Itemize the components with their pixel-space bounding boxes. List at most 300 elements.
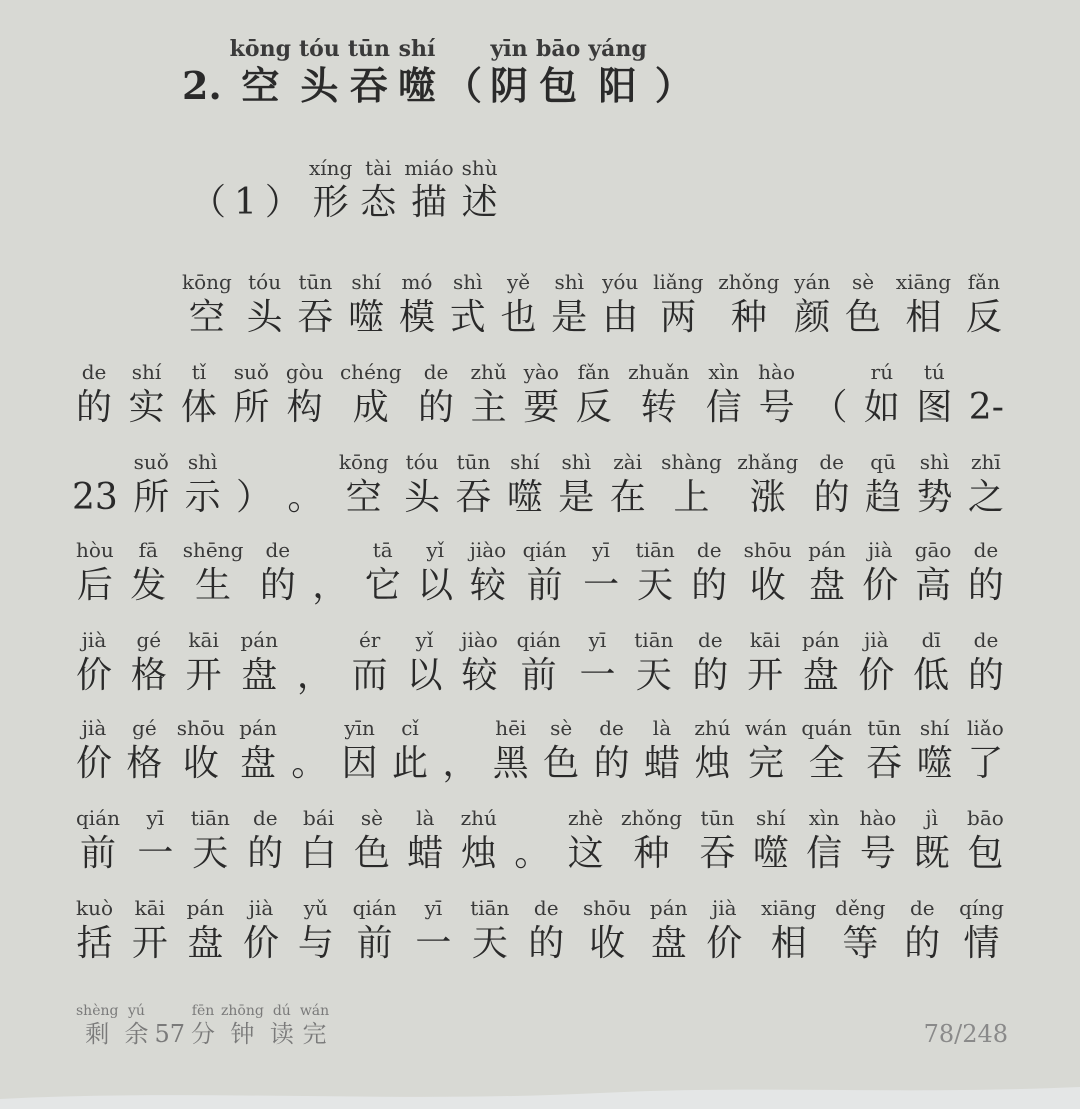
ruby-glyph	[286, 362, 324, 426]
pinyin: shōu	[743, 538, 792, 562]
hanzi: 一	[579, 655, 616, 696]
ruby-glyph	[450, 272, 486, 336]
hanzi: 价	[76, 655, 113, 696]
hanzi: 格	[130, 655, 167, 696]
hanzi: 天	[637, 565, 674, 606]
hanzi: 前	[80, 833, 117, 874]
hanzi: 之	[967, 477, 1004, 518]
pinyin: qián	[76, 806, 121, 830]
hanzi: 吞	[866, 743, 903, 784]
ruby-glyph	[835, 898, 885, 962]
body-line	[76, 630, 1004, 694]
hanzi: 成	[352, 387, 389, 428]
pinyin: de	[696, 538, 722, 562]
pinyin: tài	[365, 156, 392, 180]
ruby-glyph	[72, 452, 118, 516]
ruby-glyph	[239, 718, 277, 782]
pinyin: zhè	[568, 806, 604, 830]
ruby-glyph	[650, 898, 688, 962]
ruby-glyph	[298, 898, 334, 962]
hanzi: 相	[905, 297, 942, 338]
hanzi: 空	[345, 477, 382, 518]
ruby-glyph	[699, 808, 735, 872]
hanzi: 趋	[865, 477, 902, 518]
hanzi: 钟	[230, 1020, 255, 1048]
ruby-glyph	[470, 362, 506, 426]
pinyin: gòu	[285, 360, 324, 384]
ruby-glyph	[182, 272, 232, 336]
pinyin: shēng	[182, 538, 244, 562]
hanzi: 的	[76, 387, 113, 428]
hanzi: 57	[154, 1020, 186, 1048]
pinyin: rú	[870, 360, 894, 384]
pinyin: yǐ	[426, 538, 445, 562]
ruby-glyph	[181, 362, 217, 426]
ruby-glyph	[130, 540, 166, 604]
hanzi: 而	[351, 655, 388, 696]
ruby-glyph	[858, 630, 894, 694]
hanzi: 阳	[598, 63, 637, 108]
hanzi: 头	[300, 63, 339, 108]
ruby-glyph	[507, 452, 543, 516]
pinyin: tūn	[298, 270, 333, 294]
pinyin: zhǎng	[737, 450, 799, 474]
hanzi: 涨	[749, 477, 786, 518]
ruby-glyph	[352, 630, 388, 694]
hanzi: 了	[967, 743, 1004, 784]
pinyin: kuò	[76, 896, 114, 920]
ruby-glyph	[233, 362, 269, 426]
pinyin: jià	[712, 896, 737, 920]
hanzi: 它	[364, 565, 401, 606]
pinyin: děng	[835, 896, 886, 920]
hanzi: 述	[461, 182, 498, 223]
ruby-glyph	[404, 158, 453, 221]
pinyin: tiān	[190, 806, 230, 830]
hanzi: 在	[609, 477, 646, 518]
hanzi: 盘	[650, 923, 687, 964]
ruby-glyph	[808, 540, 846, 604]
hanzi: 图	[916, 387, 953, 428]
hanzi: 前	[526, 565, 563, 606]
ruby-glyph	[354, 808, 390, 872]
hanzi: 噬	[916, 743, 953, 784]
pinyin: dī	[921, 628, 941, 652]
pinyin: de	[533, 896, 559, 920]
hanzi: 此	[392, 743, 429, 784]
hanzi: 收	[749, 565, 786, 606]
pinyin: yú	[128, 1003, 145, 1019]
ruby-glyph	[298, 36, 340, 108]
pinyin: yī	[146, 806, 165, 830]
hanzi: 蜡	[407, 833, 444, 874]
hanzi: 噬	[397, 63, 436, 108]
pinyin: pán	[801, 628, 840, 652]
ruby-glyph	[644, 718, 680, 782]
hanzi: 噬	[752, 833, 789, 874]
pinyin: zhōng	[221, 1003, 264, 1019]
ruby-glyph	[959, 898, 1004, 962]
ruby-glyph	[969, 362, 1004, 426]
pinyin: gé	[132, 716, 157, 740]
hanzi: 价	[706, 923, 743, 964]
pinyin: shì	[561, 450, 592, 474]
hanzi: 生	[195, 565, 232, 606]
pinyin: shí	[351, 270, 381, 294]
hanzi: 全	[808, 743, 845, 784]
ruby-glyph	[501, 272, 537, 336]
hanzi: 剩	[85, 1020, 110, 1048]
ruby-glyph	[916, 452, 952, 516]
ruby-glyph	[583, 898, 631, 962]
pinyin: xiāng	[761, 896, 817, 920]
hanzi: 主	[470, 387, 507, 428]
hanzi: 读	[269, 1020, 294, 1048]
pinyin: qián	[516, 628, 561, 652]
hanzi: 色	[353, 833, 390, 874]
ruby-glyph	[744, 540, 792, 604]
body-line	[76, 808, 1004, 872]
ruby-glyph	[653, 272, 703, 336]
pinyin: quán	[801, 716, 852, 740]
ruby-glyph	[76, 630, 112, 694]
ruby-glyph	[794, 272, 830, 336]
hanzi: 开	[747, 655, 784, 696]
pinyin: de	[252, 806, 278, 830]
ruby-glyph	[753, 808, 789, 872]
hanzi: 号	[859, 833, 896, 874]
hanzi: 吞	[455, 477, 492, 518]
pinyin: shí	[919, 716, 950, 740]
pinyin: yǐ	[415, 628, 434, 652]
pinyin: de	[599, 716, 624, 740]
hanzi: 吞	[297, 297, 334, 338]
hanzi: 转	[640, 387, 677, 428]
ruby-glyph	[340, 362, 402, 426]
ruby-glyph	[514, 808, 550, 872]
ruby-glyph	[967, 808, 1004, 872]
ruby-glyph	[913, 630, 949, 694]
ruby-glyph	[917, 718, 953, 782]
hanzi: （	[443, 63, 482, 108]
pinyin: fǎn	[967, 270, 1000, 294]
ruby-glyph	[300, 1004, 329, 1046]
pinyin: jià	[81, 716, 107, 740]
hanzi: 以	[406, 655, 443, 696]
ruby-glyph	[128, 362, 164, 426]
hanzi: 的	[259, 565, 296, 606]
ruby-glyph	[747, 630, 783, 694]
pinyin: qián	[352, 896, 397, 920]
hanzi: 黑	[492, 743, 529, 784]
hanzi: 颜	[794, 297, 831, 338]
ruby-glyph	[186, 630, 222, 694]
ruby-glyph	[864, 362, 900, 426]
hanzi: 噬	[348, 297, 385, 338]
ruby-glyph	[692, 630, 728, 694]
pinyin: bái	[303, 806, 335, 830]
ruby-glyph	[694, 718, 730, 782]
pinyin: zhī	[970, 450, 1001, 474]
hanzi: 与	[297, 923, 334, 964]
hanzi: 包	[539, 63, 578, 108]
hanzi: 一	[415, 923, 452, 964]
ruby-glyph	[312, 540, 348, 604]
ruby-glyph	[187, 898, 225, 962]
ruby-glyph	[914, 808, 950, 872]
hanzi: 格	[126, 743, 163, 784]
pinyin: bāo	[536, 36, 581, 62]
hanzi: 所	[133, 477, 170, 518]
hanzi: 头	[246, 297, 283, 338]
pinyin: pán	[240, 628, 279, 652]
hanzi: （	[190, 182, 227, 223]
ruby-glyph	[966, 272, 1002, 336]
ruby-glyph	[177, 718, 225, 782]
hanzi: 的	[967, 655, 1004, 696]
pinyin: yǔ	[303, 896, 328, 920]
ruby-glyph	[462, 158, 498, 221]
pinyin: shí	[756, 806, 786, 830]
pinyin: bāo	[967, 806, 1004, 830]
hanzi: 的	[247, 833, 284, 874]
hanzi: 空	[188, 297, 225, 338]
pinyin: yóu	[602, 270, 639, 294]
hanzi: 。	[291, 743, 328, 784]
pinyin: jì	[925, 806, 938, 830]
ruby-glyph	[154, 1004, 185, 1046]
pinyin: tūn	[700, 806, 735, 830]
pinyin: shí	[131, 360, 162, 384]
pinyin: kāi	[188, 628, 219, 652]
hanzi: 盘	[808, 565, 845, 606]
hanzi: 的	[904, 923, 941, 964]
hanzi: 示	[184, 477, 221, 518]
pinyin: de	[973, 538, 999, 562]
hanzi: 噬	[506, 477, 543, 518]
pinyin: kōng	[229, 36, 291, 62]
ruby-glyph	[543, 718, 579, 782]
pinyin: zhú	[694, 716, 731, 740]
pinyin: jià	[867, 538, 893, 562]
ruby-glyph	[347, 36, 390, 108]
hanzi: 式	[449, 297, 486, 338]
ruby-glyph	[234, 158, 257, 221]
ruby-glyph	[190, 158, 226, 221]
hanzi: ）	[236, 477, 273, 518]
ruby-glyph	[654, 38, 693, 108]
pinyin: hào	[758, 360, 795, 384]
hanzi: 的	[528, 923, 565, 964]
ruby-glyph	[806, 808, 842, 872]
pinyin: shì	[919, 450, 950, 474]
ruby-glyph	[365, 540, 401, 604]
hanzi: ，	[296, 655, 333, 696]
pinyin: tiān	[634, 628, 674, 652]
ruby-glyph	[265, 158, 301, 221]
ruby-glyph	[718, 272, 779, 336]
hanzi: 这	[567, 833, 604, 874]
pinyin: xìn	[808, 806, 840, 830]
ruby-glyph	[568, 808, 604, 872]
pinyin: jià	[864, 628, 889, 652]
pinyin: kāi	[134, 896, 166, 920]
pinyin: pán	[808, 538, 846, 562]
ruby-glyph	[342, 718, 378, 782]
hanzi: 是	[551, 297, 588, 338]
pinyin: yán	[794, 270, 831, 294]
pinyin: tú	[923, 360, 945, 384]
ruby-glyph	[404, 452, 440, 516]
hanzi: 前	[520, 655, 557, 696]
pinyin: shōu	[176, 716, 225, 740]
ruby-glyph	[706, 362, 742, 426]
ruby-glyph	[493, 718, 529, 782]
hanzi: 1	[234, 182, 257, 223]
hanzi: 也	[500, 297, 537, 338]
ruby-glyph	[811, 362, 847, 426]
pinyin: zhuǎn	[628, 360, 690, 384]
ruby-glyph	[490, 36, 529, 108]
hanzi: 的	[691, 565, 728, 606]
hanzi: ）	[654, 63, 693, 108]
ruby-glyph	[801, 718, 852, 782]
ruby-glyph	[191, 1004, 215, 1046]
pinyin: zhú	[460, 806, 497, 830]
hanzi: 的	[967, 565, 1004, 606]
ruby-glyph	[523, 362, 559, 426]
hanzi: 一	[583, 565, 620, 606]
hanzi: 种	[633, 833, 670, 874]
hanzi: 天	[471, 923, 508, 964]
pinyin: xìn	[708, 360, 739, 384]
pinyin: mó	[401, 270, 433, 294]
ruby-glyph	[461, 630, 498, 694]
ruby-glyph	[576, 362, 612, 426]
pinyin: cǐ	[401, 716, 419, 740]
pinyin: yī	[588, 628, 607, 652]
hanzi: 情	[963, 923, 1000, 964]
pinyin: jià	[248, 896, 274, 920]
hanzi: 反	[965, 297, 1002, 338]
ruby-glyph	[621, 808, 682, 872]
ruby-glyph	[240, 630, 278, 694]
ruby-glyph	[745, 718, 787, 782]
pinyin: tǐ	[191, 360, 207, 384]
hanzi: 较	[469, 565, 506, 606]
ruby-glyph	[588, 36, 647, 108]
ruby-glyph	[392, 718, 428, 782]
pinyin: de	[819, 450, 844, 474]
ruby-glyph	[968, 630, 1004, 694]
hanzi: 较	[461, 655, 498, 696]
ruby-glyph	[845, 272, 881, 336]
hanzi: 完	[747, 743, 784, 784]
pinyin: yīn	[344, 716, 375, 740]
ruby-glyph	[236, 452, 272, 516]
hanzi: 由	[602, 297, 639, 338]
hanzi: 天	[635, 655, 672, 696]
pinyin: shōu	[583, 896, 632, 920]
ruby-glyph	[814, 452, 850, 516]
hanzi: 阴	[490, 63, 529, 108]
hanzi: 实	[128, 387, 165, 428]
ruby-glyph	[191, 808, 230, 872]
ruby-glyph	[634, 630, 673, 694]
hanzi: 23	[72, 477, 118, 518]
pinyin: yě	[506, 270, 531, 294]
pinyin: yīn	[490, 36, 528, 62]
ruby-glyph	[348, 272, 384, 336]
ruby-glyph	[904, 898, 940, 962]
hanzi: （	[811, 387, 848, 428]
hanzi: 一	[137, 833, 174, 874]
ruby-glyph	[407, 808, 443, 872]
hanzi: 低	[913, 655, 950, 696]
pinyin: shì	[452, 270, 483, 294]
hanzi: 价	[76, 743, 113, 784]
pinyin: shì	[187, 450, 218, 474]
pinyin: pán	[649, 896, 688, 920]
ruby-glyph	[706, 898, 742, 962]
ruby-glyph	[968, 540, 1004, 604]
hanzi: 天	[192, 833, 229, 874]
body-line	[76, 362, 1004, 426]
hanzi: 号	[758, 387, 795, 428]
ruby-glyph	[301, 808, 337, 872]
pinyin: shèng	[76, 1003, 119, 1019]
pinyin: tūn	[867, 716, 902, 740]
ruby-glyph	[309, 158, 352, 221]
ruby-glyph	[470, 898, 509, 962]
chapter-heading	[182, 36, 693, 108]
pinyin: zhǔ	[470, 360, 507, 384]
pinyin: sè	[852, 270, 875, 294]
hanzi: 高	[915, 565, 952, 606]
hanzi: 盘	[241, 655, 278, 696]
ruby-glyph	[291, 718, 327, 782]
hanzi: 所	[233, 387, 270, 428]
bottom-decoration	[0, 1069, 1080, 1109]
pinyin: chéng	[339, 360, 402, 384]
pinyin: kōng	[182, 270, 232, 294]
pinyin: tiān	[635, 538, 675, 562]
ruby-glyph	[859, 808, 896, 872]
ruby-glyph	[183, 540, 244, 604]
pinyin: jià	[81, 628, 107, 652]
hanzi: 种	[730, 297, 767, 338]
hanzi: 态	[360, 182, 397, 223]
hanzi: 如	[863, 387, 900, 428]
hanzi: 余	[124, 1020, 149, 1048]
hanzi: 模	[398, 297, 435, 338]
pinyin: wán	[299, 1003, 330, 1019]
ruby-glyph	[132, 898, 168, 962]
ruby-glyph	[896, 272, 951, 336]
pinyin: tóu	[298, 36, 340, 62]
pinyin: miáo	[404, 156, 454, 180]
pinyin: qíng	[959, 896, 1004, 920]
pinyin: sè	[360, 806, 384, 830]
pinyin: liǎng	[653, 270, 704, 294]
hanzi: 色	[543, 743, 580, 784]
ruby-glyph	[126, 718, 162, 782]
ruby-glyph	[802, 630, 840, 694]
hanzi: 收	[589, 923, 626, 964]
pinyin: dú	[272, 1003, 291, 1019]
ruby-glyph	[131, 630, 167, 694]
ruby-glyph	[185, 452, 221, 516]
